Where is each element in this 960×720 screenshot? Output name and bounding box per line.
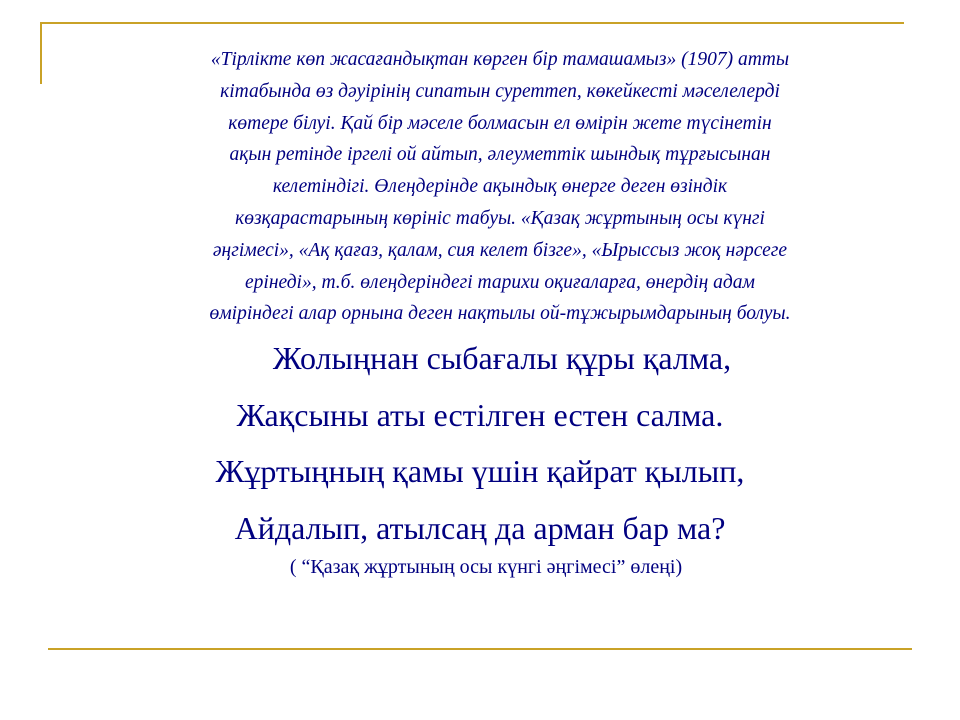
- poem-source-caption: ( “Қазақ жұртының осы күнгі әңгімесі” өлеңі): [289, 556, 683, 578]
- left-decorative-rule: [40, 22, 42, 84]
- prose-line: кітабында өз дәуірінің сипатын суреттеп, көкейкесті мәселелерді: [220, 80, 780, 102]
- prose-line: «Тірлікте көп жасағандықтан көрген бір тамашамыз» (1907) атты: [210, 49, 790, 70]
- poem-verse: Жақсыны аты естілген естен салма.: [236, 396, 724, 433]
- bottom-decorative-rule: [48, 648, 912, 650]
- poem-quote: [60, 330, 900, 556]
- prose-line: ерінеді», т.б. өлеңдеріндегі тарихи оқиғаларға, өнердің адам: [245, 271, 755, 293]
- top-decorative-rule: [40, 22, 904, 24]
- prose-line: келетіндігі. Өлеңдерінде ақындық өнерге деген өзіндік: [272, 176, 728, 198]
- prose-line: көтере білуі. Қай бір мәселе болмасын ел өмірін жете түсінетін: [228, 112, 772, 134]
- poem-verse: Жұртыңның қамы үшін қайрат қылып,: [215, 453, 745, 489]
- prose-line: әңгімесі», «Ақ қағаз, қалам, сия келет бізге», «Ырыссыз жоқ нәрсеге: [212, 239, 788, 261]
- poem-verse: Жолыңнан сыбағалы құры қалма,: [272, 340, 732, 376]
- poem-verse: Айдалып, атылсаң да арман бар ма?: [234, 509, 726, 546]
- prose-paragraph: [90, 44, 910, 330]
- prose-line: көзқарастарының көрініс табуы. «Қазақ жұртының осы күнгі: [235, 207, 765, 229]
- prose-line: ақын ретінде іргелі ой айтып, әлеуметтік шындық тұрғысынан: [229, 144, 771, 166]
- prose-line: өміріндегі алар орнына деген нақтылы ой-тұжырымдарының болуы.: [209, 303, 791, 325]
